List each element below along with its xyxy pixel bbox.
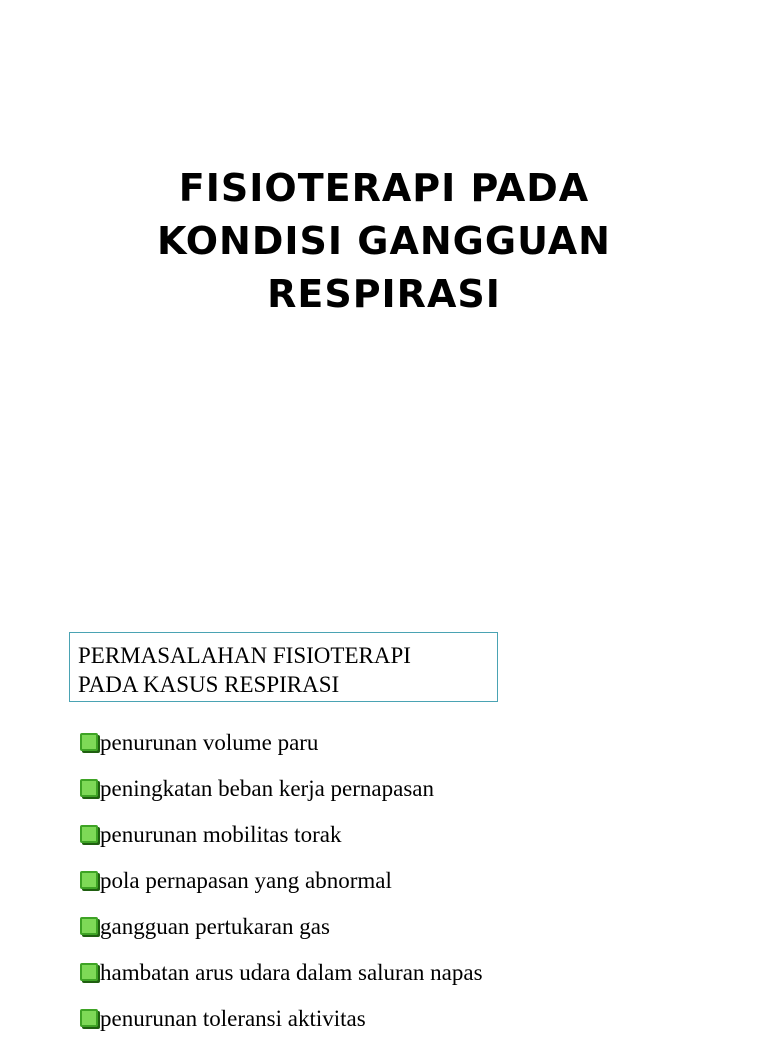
checkbox-icon [80,963,98,981]
list-item-text: hambatan arus udara dalam saluran napas [100,960,483,985]
list-item-text: penurunan volume paru [100,730,319,755]
title-line-2: KONDISI GANGGUAN [157,219,611,263]
list-item-text: penurunan mobilitas torak [100,822,342,847]
list-item-text: penurunan toleransi aktivitas [100,1006,366,1031]
list-item-text: pola pernapasan yang abnormal [100,868,392,893]
title-line-3: RESPIRASI [267,272,501,316]
checkbox-icon [80,917,98,935]
list-item [80,728,483,774]
list-item-text: peningkatan beban kerja pernapasan [100,776,434,801]
list-item [80,912,483,958]
checkbox-icon [80,871,98,889]
checkbox-icon [80,779,98,797]
checkbox-icon [80,1009,98,1027]
checkbox-icon [80,825,98,843]
list-item [80,1004,483,1050]
problem-list [80,728,483,1050]
list-item [80,774,483,820]
list-item [80,958,483,1004]
list-item-text: gangguan pertukaran gas [100,914,330,939]
section-heading-box [69,632,498,702]
list-item [80,866,483,912]
list-item [80,820,483,866]
checkbox-icon [80,733,98,751]
section-heading-line-2: PADA KASUS RESPIRASI [78,672,340,697]
section-heading-line-1: PERMASALAHAN FISIOTERAPI [78,643,411,668]
slide-title [0,162,768,321]
title-line-1: FISIOTERAPI PADA [178,166,590,210]
